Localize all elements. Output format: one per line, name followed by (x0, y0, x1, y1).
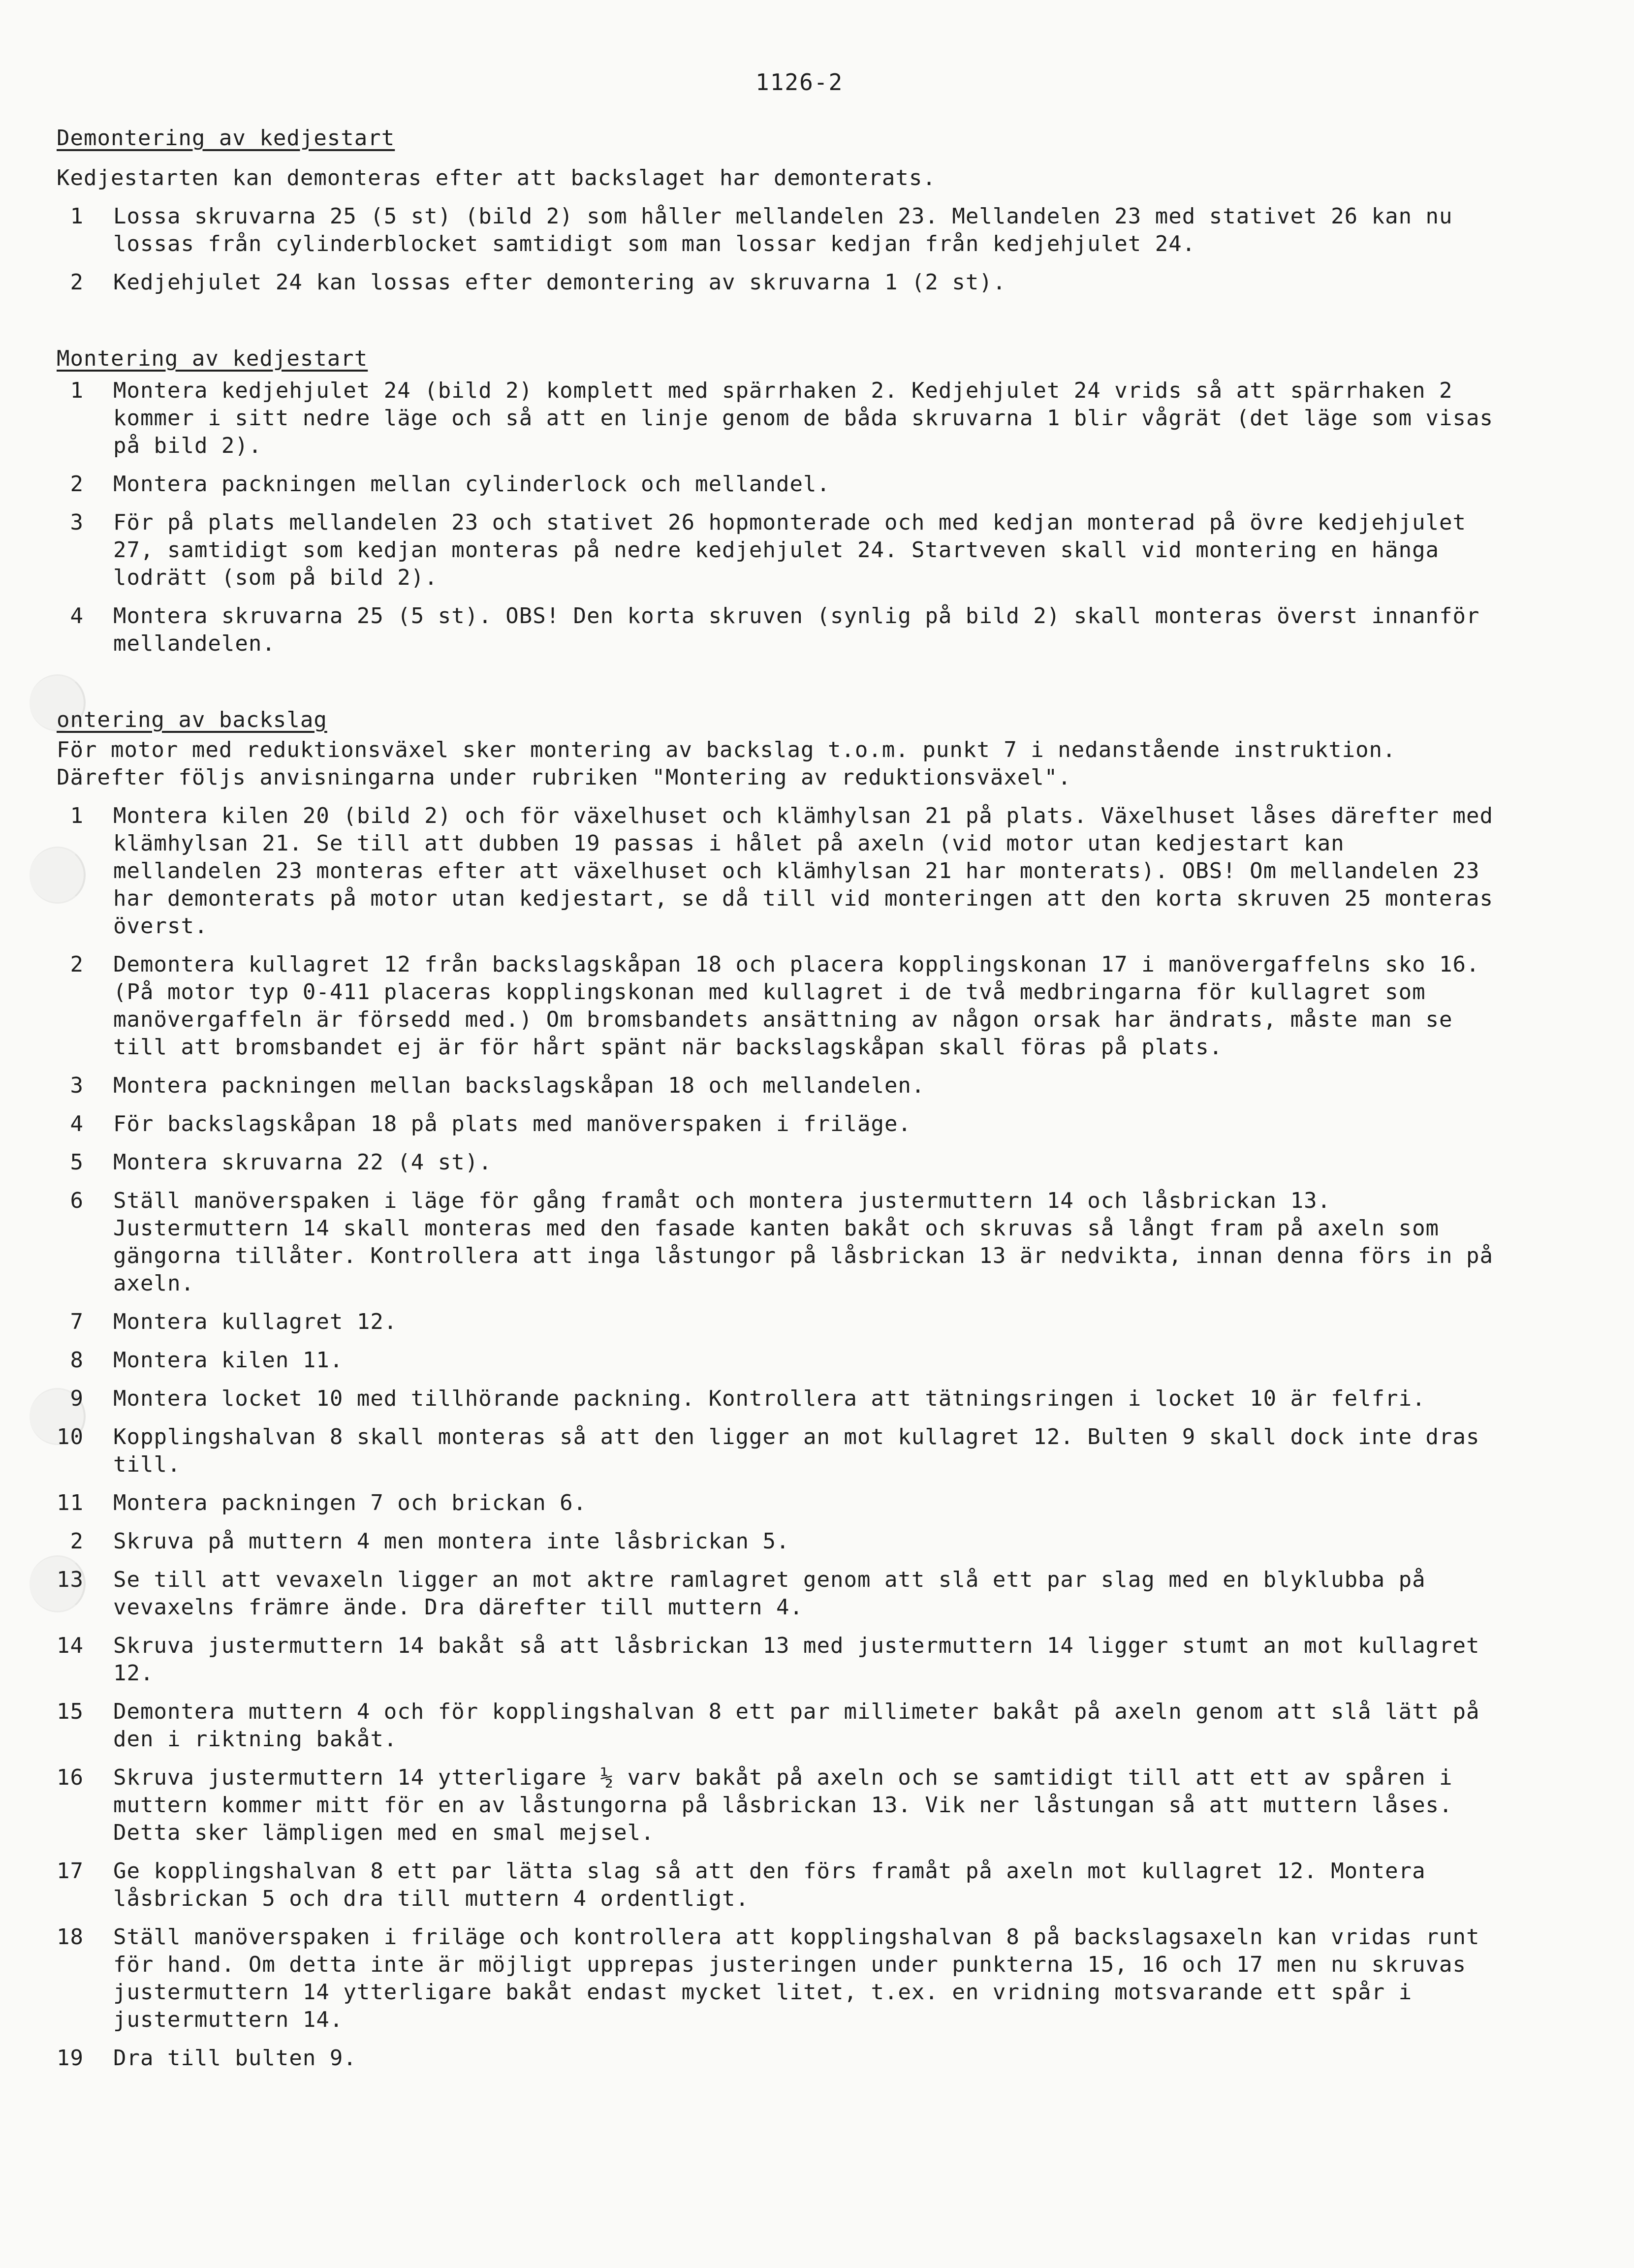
step-number: 18 (57, 1924, 84, 1950)
step-item (57, 1110, 1494, 1138)
step-item (57, 1149, 1494, 1176)
section-intro: Kedjestarten kan demonteras efter att backslaget har demonterats. (57, 165, 936, 190)
step-text: Dra till bulten 9. (113, 2046, 357, 2071)
step-text: För backslagskåpan 18 på plats med manöverspaken i friläge. (113, 1111, 911, 1136)
step-text: Skruva på muttern 4 men montera inte låsbrickan 5. (113, 1529, 790, 1554)
step-text: Montera locket 10 med tillhörande packning. Kontrollera att tätningsringen i locket 10 är felfri. (113, 1386, 1426, 1411)
step-text: Montera packningen mellan backslagskåpan 18 och mellandelen. (113, 1073, 925, 1098)
step-text: Skruva justermuttern 14 bakåt så att låsbrickan 13 med justermuttern 14 ligger stumt an mot kullagret 12. (113, 1633, 1480, 1686)
step-item (57, 377, 1494, 460)
step-item (57, 1764, 1494, 1847)
step-text: Ge kopplingshalvan 8 ett par lätta slag så att den förs framåt på axeln mot kullagret 12. Montera låsbrickan 5 och dra till muttern 4 ordentligt. (113, 1858, 1426, 1911)
section-heading: Montering av kedjestart (57, 346, 368, 371)
section-intro: För motor med reduktionsväxel sker montering av backslag t.o.m. punkt 7 i nedanstående instruktion. Därefter följs anvisningarna under rubriken "Montering av reduktionsväxel". (57, 737, 1396, 790)
step-text: Se till att vevaxeln ligger an mot aktre ramlagret genom att slå ett par slag med en blyklubba på vevaxelns främre ände. Dra därefter till muttern 4. (113, 1567, 1426, 1620)
step-text: Montera packningen 7 och brickan 6. (113, 1490, 587, 1515)
step-item (57, 1347, 1494, 1374)
step-number: 4 (70, 603, 84, 629)
section-heading: Demontering av kedjestart (57, 126, 395, 151)
step-item (57, 1385, 1494, 1413)
step-item (57, 509, 1494, 592)
step-item (57, 1072, 1494, 1100)
step-item (57, 2045, 1494, 2072)
step-item (57, 203, 1494, 258)
step-item (57, 951, 1494, 1061)
step-text: Lossa skruvarna 25 (5 st) (bild 2) som håller mellandelen 23. Mellandelen 23 med stativet 26 kan nu lossas från cylinderblocket samtidigt som man lossar kedjan från kedjehjulet 24. (113, 204, 1453, 256)
step-text: Kopplingshalvan 8 skall monteras så att den ligger an mot kullagret 12. Bulten 9 skall dock inte dras till. (113, 1424, 1480, 1477)
step-text: Montera kullagret 12. (113, 1309, 398, 1334)
step-item (57, 802, 1494, 940)
step-text: Kedjehjulet 24 kan lossas efter demontering av skruvarna 1 (2 st). (113, 270, 1006, 295)
step-item (57, 602, 1494, 658)
step-text: Montera skruvarna 22 (4 st). (113, 1150, 492, 1175)
step-number: 13 (57, 1567, 84, 1592)
step-number: 2 (70, 952, 84, 977)
step-text: Ställ manöverspaken i läge för gång framåt och montera justermuttern 14 och låsbrickan 13. Justermuttern 14 skall monteras med den fasade kanten bakåt och skruvas så långt fram på axeln som gängorna tillåter. Kontrollera att inga låstungor på låsbrickan 13 är nedvikta, innan denna förs in på axeln. (113, 1188, 1494, 1296)
step-number: 2 (70, 472, 84, 497)
step-item (57, 1528, 1494, 1555)
step-item (57, 471, 1494, 498)
section-heading: ontering av backslag (57, 707, 327, 732)
section-demontering-kedjestart (57, 123, 1494, 296)
step-item (57, 1308, 1494, 1336)
step-number: 11 (57, 1490, 84, 1515)
step-text: Montera kilen 20 (bild 2) och för växelhuset och klämhylsan 21 på plats. Växelhuset låses därefter med klämhylsan 21. Se till att dubben 19 passas i hålet på axeln (vid motor utan kedjestart kan mellandelen 23 monteras efter att växelhuset och klämhylsan 21 har monterats). OBS! Om mellandelen 23 har demonterats på motor utan kedjestart, se då till vid monteringen att den korta skruven 25 monteras överst. (113, 803, 1494, 939)
step-number: 1 (70, 803, 84, 828)
step-item (57, 1187, 1494, 1297)
step-number: 1 (70, 378, 84, 403)
step-number: 8 (70, 1348, 84, 1373)
step-number: 19 (57, 2046, 84, 2071)
section-montering-backslag (57, 705, 1494, 2072)
step-item (57, 1566, 1494, 1621)
step-number: 2 (70, 1529, 84, 1554)
step-number: 15 (57, 1699, 84, 1724)
document-body (57, 123, 1494, 2072)
step-text: För på plats mellandelen 23 och stativet 26 hopmonterade och med kedjan monterad på övre kedjehjulet 27, samtidigt som kedjan monteras på nedre kedjehjulet 24. Startveven skall vid montering en hänga lodrätt (som på bild 2). (113, 510, 1467, 590)
step-text: Demontera kullagret 12 från backslagskåpan 18 och placera kopplingskonan 17 i manövergaffelns sko 16. (På motor typ 0-411 placeras kopplingskonan med kullagret i de två medbringarna för kullagret som manövergaffeln är försedd med.) Om bromsbandets ansättning av någon orsak har ändrats, måste man se till att bromsbandet ej är för hårt spänt när backslagskåpan skall föras på plats. (113, 952, 1480, 1060)
step-number: 10 (57, 1424, 84, 1449)
step-text: Ställ manöverspaken i friläge och kontrollera att kopplingshalvan 8 på backslagsaxeln kan vridas runt för hand. Om detta inte är möjligt upprepas justeringen under punkterna 15, 16 och 17 men nu skruvas justermuttern 14 ytterligare bakåt endast mycket litet, t.ex. en vridning motsvarande ett spår i justermuttern 14. (113, 1924, 1480, 2032)
step-number: 16 (57, 1765, 84, 1790)
step-text: Montera kilen 11. (113, 1348, 344, 1373)
step-number: 9 (70, 1386, 84, 1411)
step-number: 3 (70, 510, 84, 535)
step-item (57, 1632, 1494, 1687)
step-number: 4 (70, 1111, 84, 1136)
step-item (57, 1423, 1494, 1479)
step-number: 1 (70, 204, 84, 229)
step-item (57, 1489, 1494, 1517)
page-number: 1126-2 (755, 69, 844, 95)
step-number: 7 (70, 1309, 84, 1334)
step-text: Montera kedjehjulet 24 (bild 2) komplett med spärrhaken 2. Kedjehjulet 24 vrids så att spärrhaken 2 kommer i sitt nedre läge och så att en linje genom de båda skruvarna 1 blir vågrät (det läge som visas på bild 2). (113, 378, 1494, 458)
step-item (57, 1698, 1494, 1753)
step-text: Skruva justermuttern 14 ytterligare ½ varv bakåt på axeln och se samtidigt till att ett av spåren i muttern kommer mitt för en av låstungorna på låsbrickan 13. Vik ner låstungan så att muttern låses. Detta sker lämpligen med en smal mejsel. (113, 1765, 1453, 1845)
step-number: 5 (70, 1150, 84, 1175)
step-number: 14 (57, 1633, 84, 1658)
step-text: Demontera muttern 4 och för kopplingshalvan 8 ett par millimeter bakåt på axeln genom att slå lätt på den i riktning bakåt. (113, 1699, 1480, 1752)
step-number: 17 (57, 1858, 84, 1884)
step-text: Montera skruvarna 25 (5 st). OBS! Den korta skruven (synlig på bild 2) skall monteras överst innanför mellandelen. (113, 603, 1480, 656)
step-item (57, 1923, 1494, 2034)
step-number: 3 (70, 1073, 84, 1098)
step-text: Montera packningen mellan cylinderlock och mellandel. (113, 472, 830, 497)
step-number: 6 (70, 1188, 84, 1213)
step-item (57, 269, 1494, 296)
step-number: 2 (70, 270, 84, 295)
section-montering-kedjestart (57, 344, 1494, 658)
step-item (57, 1858, 1494, 1913)
